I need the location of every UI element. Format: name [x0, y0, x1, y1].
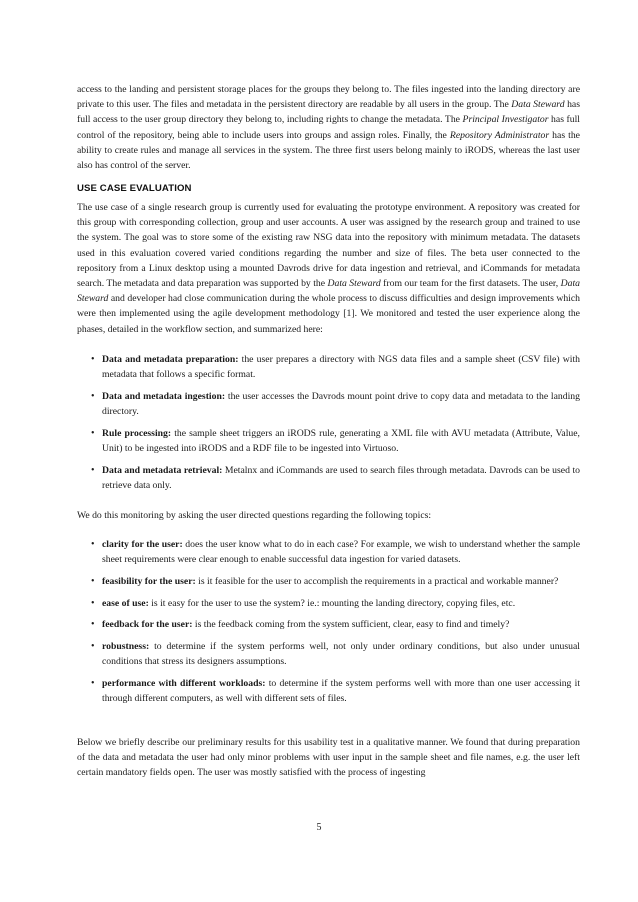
- list-item-term: feedback for the user:: [102, 619, 193, 631]
- list-item-text: the user prepares a directory with NGS data files and a sample sheet (CSV file) with metadata that follows a specific format.: [102, 354, 580, 381]
- list-item: [77, 352, 580, 382]
- topics-list: [77, 537, 580, 713]
- role-data-steward: Data Steward: [327, 278, 381, 290]
- list-item-term: performance with different workloads:: [102, 677, 266, 689]
- list-item: [77, 463, 580, 493]
- list-item-term: feasibility for the user:: [102, 575, 196, 587]
- list-item-text: to determine if the system performs well with more than one user accessing it through different computers, as well with different sets of files.: [102, 677, 581, 705]
- list-item: [77, 537, 580, 567]
- list-item-text: is it easy for the user to use the system? ie.: mounting the landing directory, copying files, etc.: [148, 597, 516, 609]
- list-item-text: the user accesses the Davrods mount point drive to copy data and metadata to the landing directory.: [102, 390, 580, 418]
- list-item: [77, 639, 580, 669]
- intro-text-2: has full access to the user group directory they belong to, including rights to change the metadata. The: [77, 99, 580, 126]
- list-item-term: clarity for the user:: [102, 539, 183, 550]
- section-heading: USE CASE EVALUATION: [77, 183, 192, 194]
- role-principal-investigator: Principal Investigator: [462, 114, 549, 126]
- list-item: [77, 426, 580, 456]
- list-item-term: Rule processing:: [102, 427, 172, 439]
- bullet-icon: •: [91, 575, 95, 587]
- list-item-text: is it feasible for the user to accomplish the requirements in a practical and workable manner?: [195, 575, 559, 587]
- list-item: [77, 617, 580, 632]
- list-item-text: is the feedback coming from the system sufficient, clear, easy to find and timely?: [192, 619, 510, 631]
- bullet-icon: •: [91, 427, 95, 439]
- bullet-icon: •: [91, 641, 95, 653]
- intro-text-4: has the ability to create rules and manage all services in the system. The three first users belong mainly to iRODS, whereas the last user also has control of the server.: [77, 129, 580, 172]
- list-item-term: ease of use:: [102, 597, 149, 609]
- bullet-icon: •: [91, 464, 95, 476]
- list-item: [77, 596, 580, 611]
- role-data-steward: Data Steward: [511, 99, 565, 111]
- list-item-text: to determine if the system performs well, not only under ordinary conditions, but also under unusual conditions that stress its designers assumptions.: [102, 641, 580, 668]
- role-data-steward: Data Steward: [77, 278, 580, 305]
- list-item-text: does the user know what to do in each case? For example, we wish to understand whether the sample sheet requirements were clear enough to enable successful data ingestion for varied datasets.: [102, 539, 580, 566]
- list-item-term: robustness:: [102, 641, 150, 653]
- list-item-term: Data and metadata ingestion:: [102, 390, 226, 402]
- list-item: [77, 389, 580, 419]
- bullet-icon: •: [91, 597, 95, 609]
- bullet-icon: •: [91, 677, 95, 689]
- results-paragraph: Below we briefly describe our preliminary results for this usability test in a qualitative manner. We found that during preparation of the data and metadata the user had only minor problems with user input in the sample sheet and file names, e.g. the user left certain mandatory fields open. The user was mostly satisfied with the process of ingesting: [77, 737, 580, 779]
- bullet-icon: •: [91, 354, 95, 365]
- bullet-icon: •: [91, 619, 95, 631]
- list-item-term: Data and metadata retrieval:: [102, 464, 223, 476]
- intro-text-3: has full control of the repository, being able to include users into groups and assign roles. Finally, the: [77, 114, 580, 141]
- intro-text-1: access to the landing and persistent storage places for the groups they belong to. The files ingested into the landing directory are private to this user. The files and metadata in the persistent directory are readable by all users in the group. The: [77, 84, 580, 111]
- list-item-term: Data and metadata preparation:: [102, 354, 239, 365]
- list-item: [77, 574, 580, 589]
- eval-text-2: from our team for the first datasets. The user,: [380, 278, 561, 290]
- eval-text-1: The use case of a single research group is currently used for evaluating the prototype environment. A repository was created for this group with corresponding collection, group and user accounts. A user was assigned by the research group and trained to use the system. The goal was to store some of the existing raw NSG data into the repository with minimum metadata. The datasets used in this evaluation covered varied conditions regarding the number and size of files. The beta user connected to the repository from a Linux desktop using a mounted Davrods drive for data ingestion and retrieval, and iCommands for metadata search. The metadata and data preparation was supported by the: [77, 202, 580, 290]
- page-number: 5: [316, 822, 322, 833]
- bullet-icon: •: [91, 539, 95, 550]
- monitoring-paragraph: We do this monitoring by asking the user directed questions regarding the following topics:: [77, 510, 432, 521]
- role-repository-administrator: Repository Administrator: [449, 129, 550, 141]
- bullet-icon: •: [91, 390, 95, 402]
- intro-paragraph: [77, 82, 580, 173]
- eval-text-3: and developer had close communication during the whole process to discuss difficulties and design improvements which were then implemented using the agile development methodology [1]. We monitored and tested the user experience along the phases, detailed in the workflow section, and summarized here:: [77, 293, 580, 335]
- evaluation-paragraph: [77, 200, 580, 337]
- phases-list: [77, 352, 580, 500]
- list-item: [77, 676, 580, 706]
- list-item-text: the sample sheet triggers an iRODS rule, generating a XML file with AVU metadata (Attribute, Value, Unit) to be ingested into iRODS and a RDF file to be ingested into Virtuoso.: [102, 427, 580, 455]
- list-item-text: Metalnx and iCommands are used to search files through metadata. Davrods can be used to retrieve data only.: [102, 464, 580, 491]
